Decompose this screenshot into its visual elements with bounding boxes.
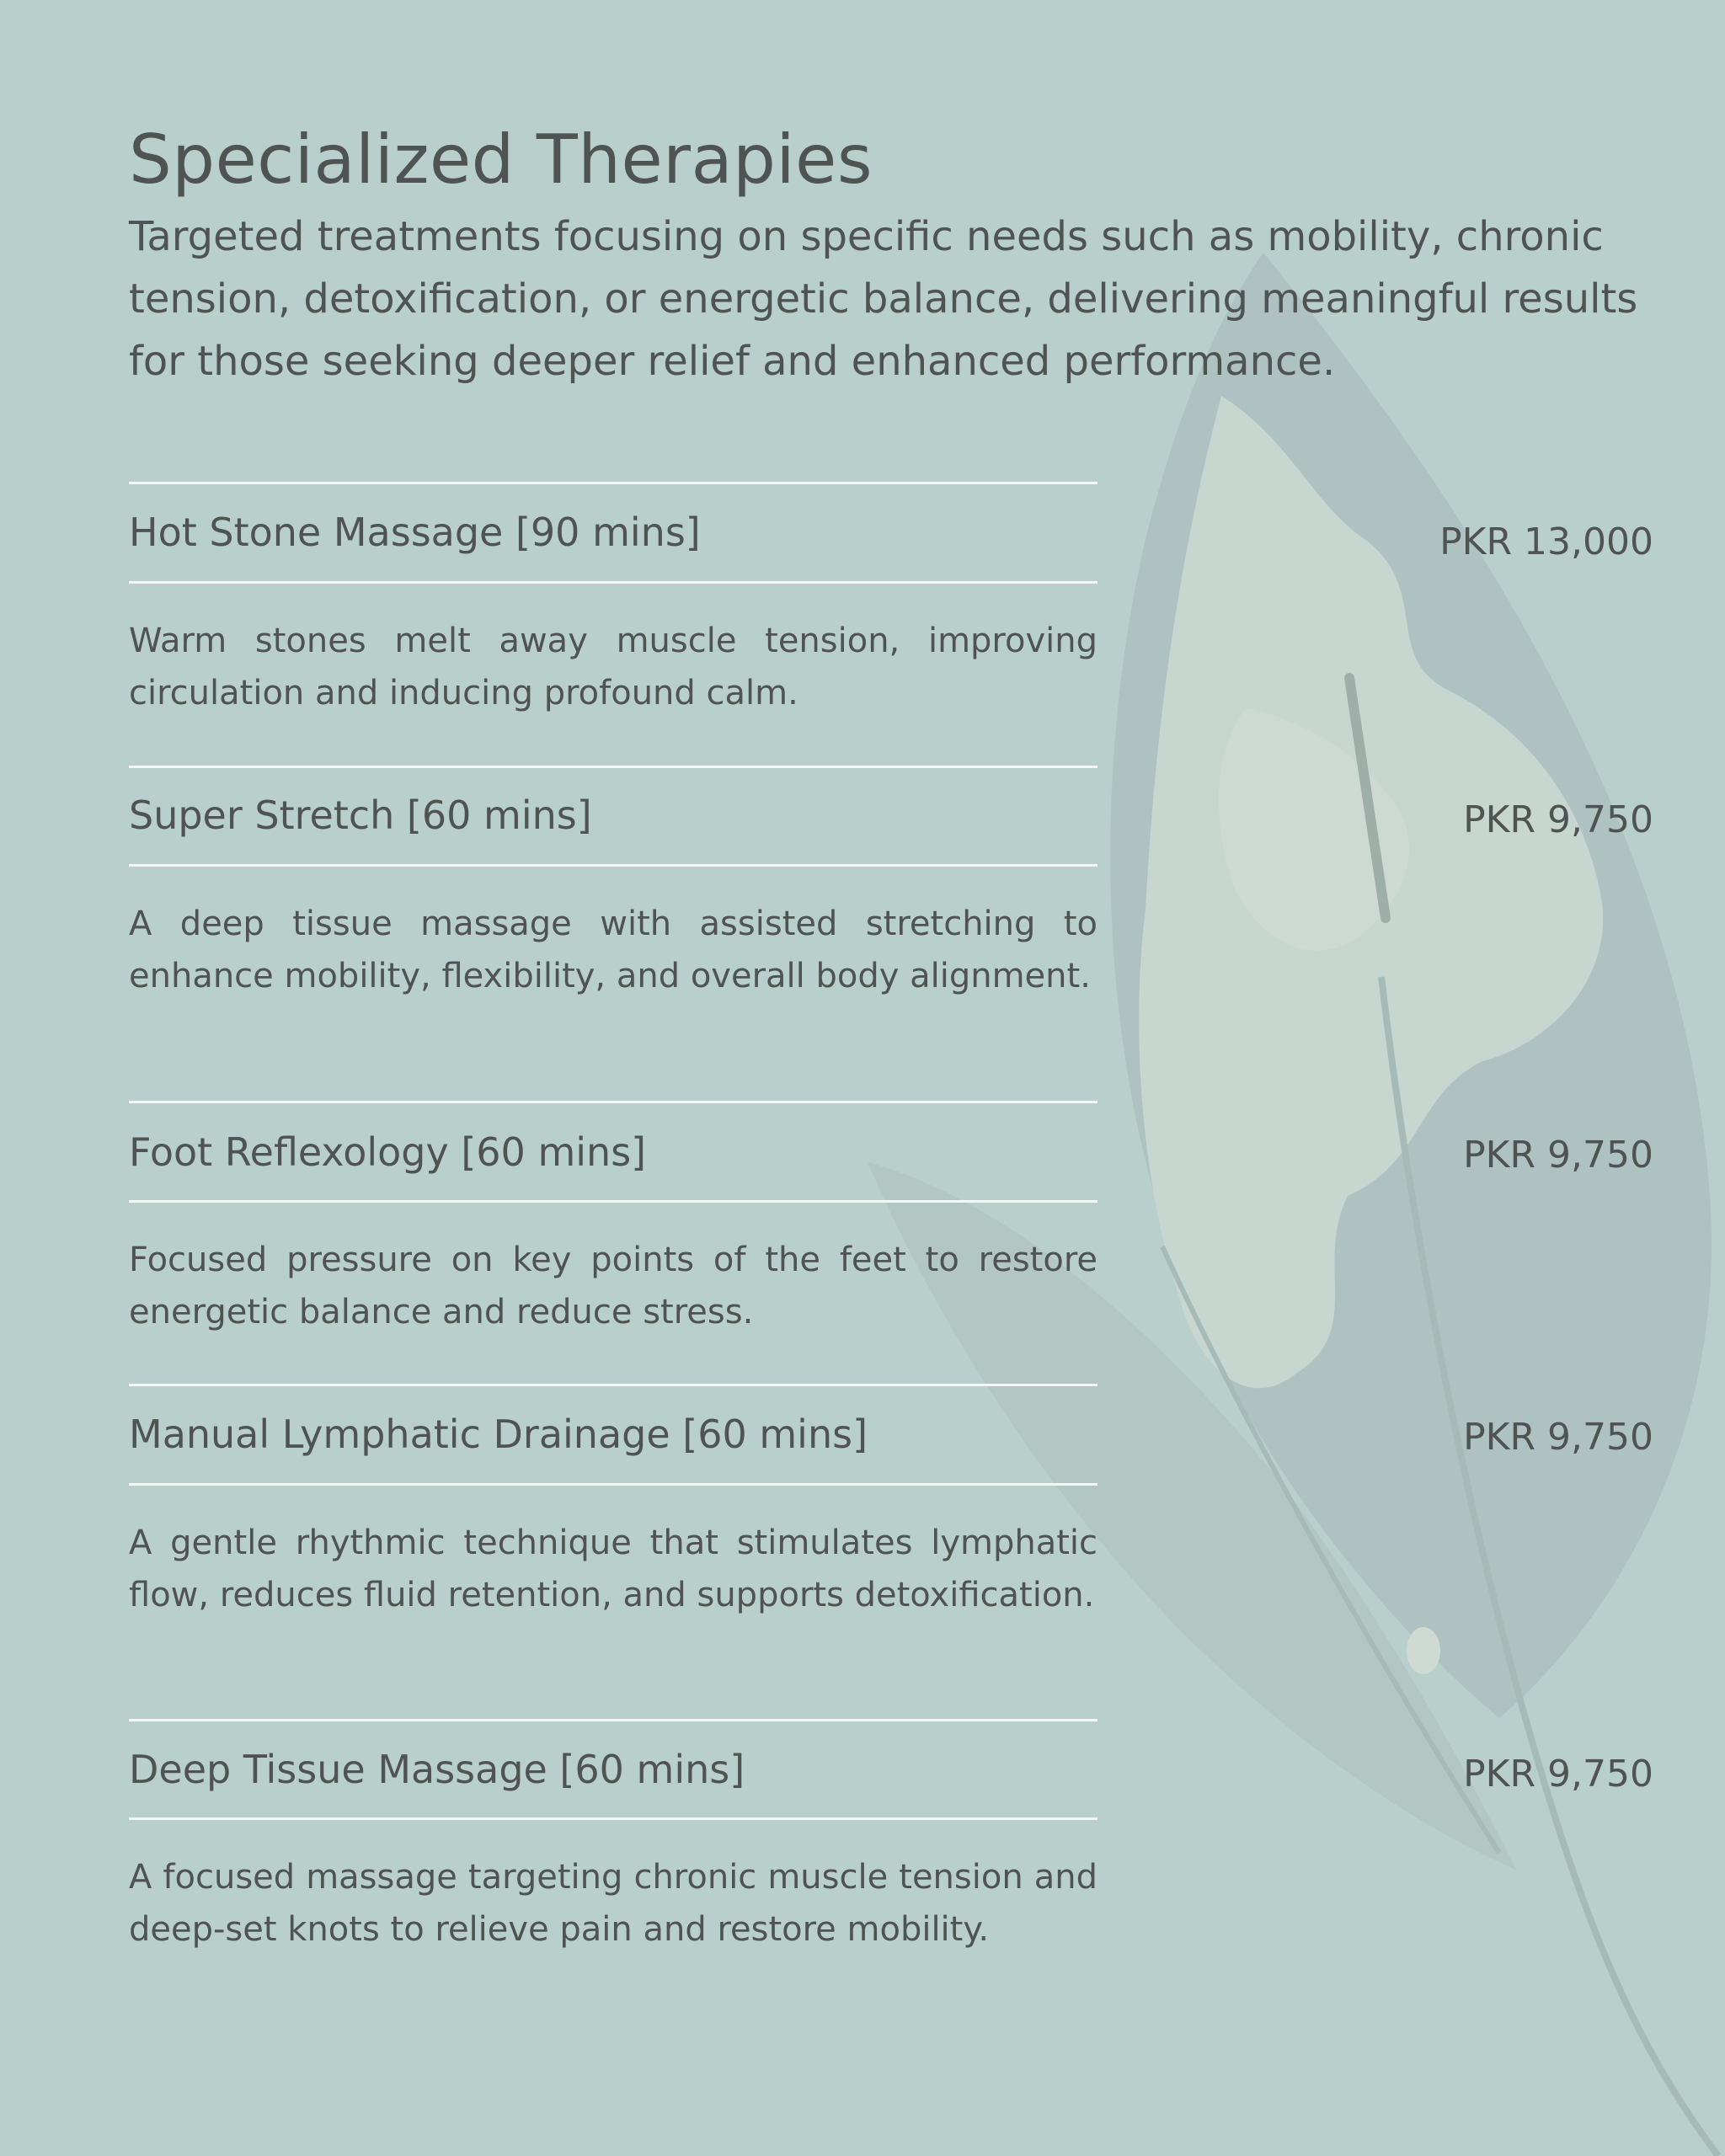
divider: [129, 581, 1097, 584]
leaf-spot: [1407, 1627, 1440, 1674]
service-name: Super Stretch [60 mins]: [129, 792, 592, 838]
service-name: Hot Stone Massage [90 mins]: [129, 510, 701, 555]
divider: [129, 1483, 1097, 1486]
service-price: PKR 9,750: [1463, 1416, 1653, 1459]
page-title: Specialized Therapies: [129, 120, 873, 199]
service-description: Focused pressure on key points of the feet to restore energetic balance and reduce stress.: [129, 1241, 1097, 1331]
service-name: Foot Reflexology [60 mins]: [129, 1129, 647, 1175]
divider: [129, 482, 1097, 484]
divider: [129, 1200, 1097, 1203]
divider: [129, 1384, 1097, 1386]
service-price: PKR 13,000: [1439, 520, 1653, 563]
service-description: Warm stones melt away muscle tension, improving circulation and inducing profound calm.: [129, 622, 1097, 712]
service-price: PKR 9,750: [1463, 798, 1653, 841]
service-price: PKR 9,750: [1463, 1753, 1653, 1796]
service-name: Deep Tissue Massage [60 mins]: [129, 1747, 745, 1792]
divider: [129, 1101, 1097, 1103]
intro-paragraph: Targeted treatments focusing on specific needs such as mobility, chronic tension, detoxification, or energetic balance, delivering meaningful results for those seeking deeper relief and enhanced performance.: [129, 213, 1638, 385]
divider: [129, 864, 1097, 867]
divider: [129, 766, 1097, 768]
divider: [129, 1817, 1097, 1820]
service-description: A deep tissue massage with assisted stretching to enhance mobility, flexibility, and overall body alignment.: [129, 905, 1097, 995]
service-description: A gentle rhythmic technique that stimulates lymphatic flow, reduces fluid retention, and supports detoxification.: [129, 1524, 1097, 1614]
service-price: PKR 9,750: [1463, 1134, 1653, 1177]
divider: [129, 1719, 1097, 1721]
service-description: A focused massage targeting chronic muscle tension and deep-set knots to relieve pain and restore mobility.: [129, 1858, 1097, 1949]
service-name: Manual Lymphatic Drainage [60 mins]: [129, 1412, 868, 1457]
